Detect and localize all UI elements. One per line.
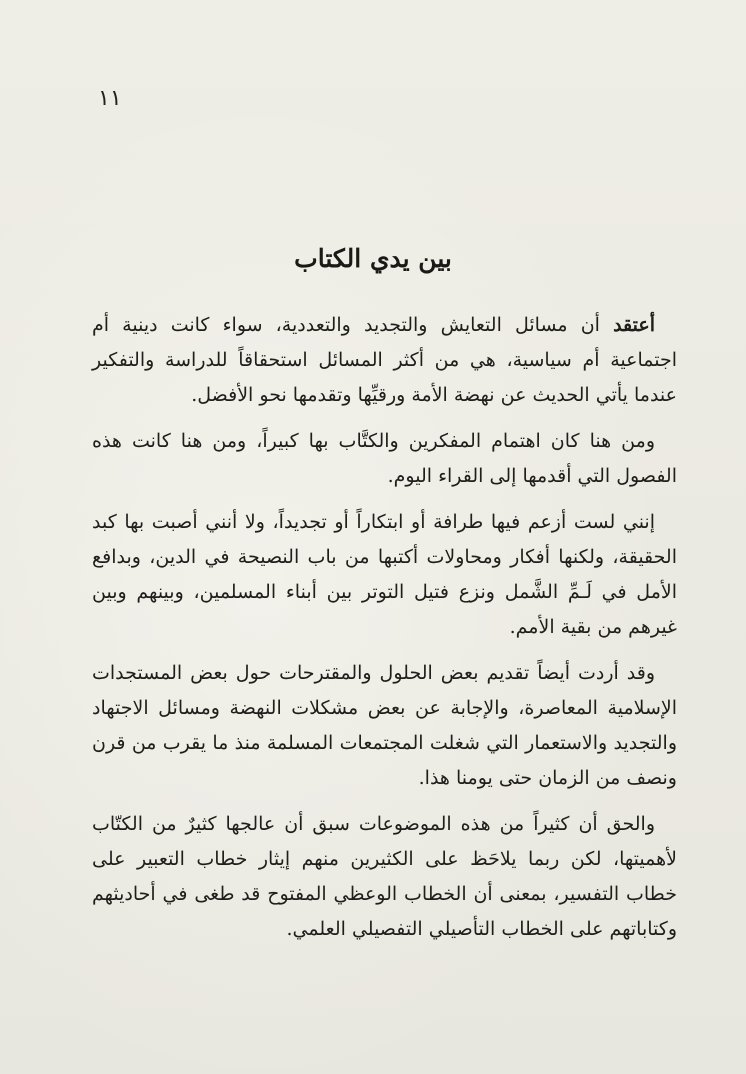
paragraph-text: أن مسائل التعايش والتجديد والتعددية، سواء كانت دينية أم اجتماعية أم سياسية، هي من أكثر المسائل استحقاقاً للدراسة والتفكير عندما يأتي الحديث عن نهضة الأمة ورقيِّها وتقدمها نحو الأفضل. <box>92 314 677 406</box>
paragraph-3 <box>92 505 677 645</box>
page-number: ١١ <box>98 86 122 111</box>
paragraph-text: والحق أن كثيراً من هذه الموضوعات سبق أن عالجها كثيرٌ من الكتّاب لأهميتها، لكن ربما يلاحَظ على الكثيرين منهم إيثار خطاب التعبير على خطاب التفسير، بمعنى أن الخطاب الوعظي المفتوح قد طغى في أحاديثهم وكتاباتهم على الخطاب التأصيلي التفصيلي العلمي. <box>92 813 677 940</box>
paragraph-5 <box>92 807 677 947</box>
lead-word: أعتقد <box>613 314 655 336</box>
paragraph-2 <box>92 424 677 494</box>
paragraph-text: إنني لست أزعم فيها طرافة أو ابتكاراً أو تجديداً، ولا أنني أصبت بها كبد الحقيقة، ولكنها أفكار ومحاولات أكتبها من باب النصيحة في الدين، وبدافع الأمل في لَـمِّ الشَّمل ونزع فتيل التوتر بين أبناء المسلمين، وبينهم وبين غيرهم من بقية الأمم. <box>92 511 677 638</box>
paragraph-text: ومن هنا كان اهتمام المفكرين والكتَّاب بها كبيراً، ومن هنا كانت هذه الفصول التي أقدمها إلى القراء اليوم. <box>92 430 677 487</box>
paragraph-1 <box>92 308 677 413</box>
paragraph-text: وقد أردت أيضاً تقديم بعض الحلول والمقترحات حول بعض المستجدات الإسلامية المعاصرة، والإجابة عن بعض مشكلات النهضة ومسائل الاجتهاد والتجديد والاستعمار التي شغلت المجتمعات المسلمة منذ ما يقرب من قرن ونصف من الزمان حتى يومنا هذا. <box>92 662 677 789</box>
paragraph-4 <box>92 656 677 796</box>
body-text <box>92 308 677 958</box>
chapter-title: بين يدي الكتاب <box>294 244 452 273</box>
